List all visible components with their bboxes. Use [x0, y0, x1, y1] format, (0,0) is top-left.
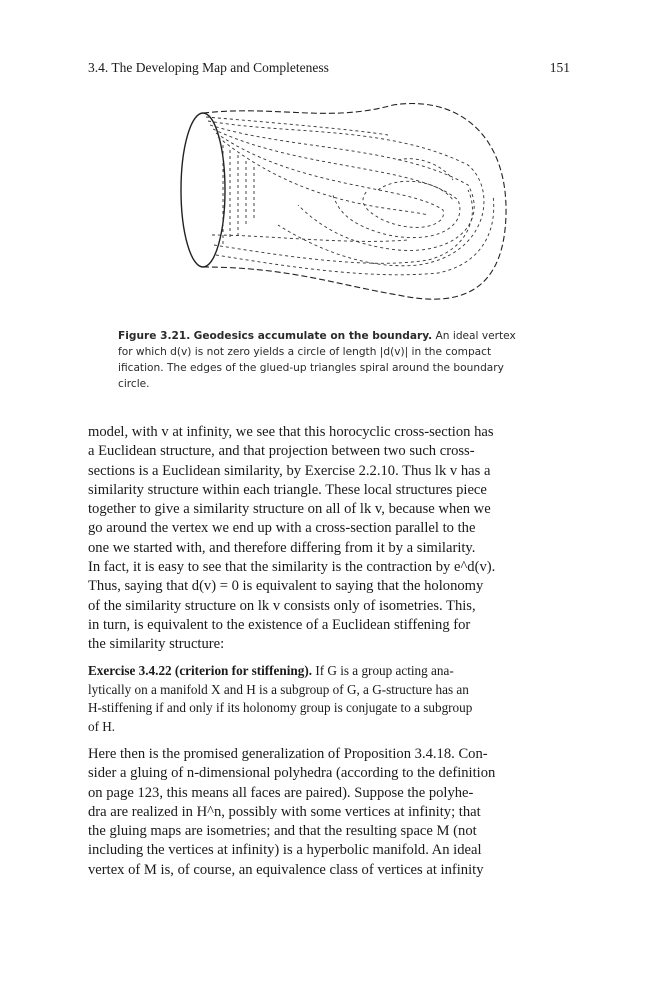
text-line: a Euclidean structure, and that projection between two such cross- — [88, 443, 475, 460]
caption-title: Geodesics accumulate on the boundary. — [193, 330, 433, 342]
figure-3-21 — [168, 95, 520, 313]
text-line: including the vertices at infinity) is a hyperbolic manifold. An ideal — [88, 842, 482, 859]
text-line: the gluing maps are isometries; and that the resulting space M (not — [88, 823, 477, 840]
exercise-heading: Exercise 3.4.22 (criterion for stiffening). — [88, 663, 313, 678]
text-line: Thus, saying that d(v) = 0 is equivalent to saying that the holonomy — [88, 578, 484, 595]
boundary-circle — [181, 113, 225, 267]
caption-line: ification. The edges of the glued-up triangles spiral around the boundary — [118, 362, 504, 374]
text-line: model, with v at infinity, we see that this horocyclic cross-section has — [88, 424, 494, 440]
text-line: go around the vertex we end up with a cross-section parallel to the — [88, 520, 476, 537]
text-line: dra are realized in H^n, possibly with some vertices at infinity; that — [88, 803, 481, 820]
text-line: In fact, it is easy to see that the similarity is the contraction by e^d(v). — [88, 559, 496, 576]
caption-line: for which d(v) is not zero yields a circle of length |d(v)| in the compact — [118, 346, 492, 358]
caption-line: circle. — [118, 378, 150, 390]
caption-line: An ideal vertex — [435, 330, 516, 342]
caption-label: Figure 3.21. — [118, 330, 191, 342]
text-line: sections is a Euclidean similarity, by Exercise 2.2.10. Thus lk v has a — [88, 462, 491, 479]
exercise-line: If G is a group acting ana- — [315, 663, 454, 678]
exercise-line: lytically on a manifold X and H is a subgroup of G, a G-structure has an — [88, 681, 469, 697]
text-line: Here then is the promised generalization of Proposition 3.4.18. Con- — [88, 746, 488, 762]
running-head — [88, 60, 570, 78]
text-line: in turn, is equivalent to the existence of a Euclidean stiffening for — [88, 616, 471, 633]
text-line: vertex of M is, of course, an equivalence class of vertices at infinity — [88, 861, 484, 878]
text-line: sider a gluing of n-dimensional polyhedra (according to the definition — [88, 765, 496, 782]
spiral-boundary-illustration — [168, 95, 520, 313]
text-line: together to give a similarity structure on all of lk v, because when we — [88, 501, 491, 518]
section-title: 3.4. The Developing Map and Completeness — [88, 60, 329, 75]
figure-caption — [118, 328, 558, 392]
page-number: 151 — [549, 60, 570, 75]
paragraph-generalization — [88, 745, 570, 880]
text-line: of the similarity structure on lk v consists only of isometries. This, — [88, 597, 476, 614]
paragraph-model — [88, 423, 570, 655]
exercise-3-4-22 — [88, 662, 570, 736]
text-line: one we started with, and therefore differing from it by a similarity. — [88, 539, 476, 556]
exercise-line: H-stiffening if and only if its holonomy group is conjugate to a subgroup — [88, 700, 473, 716]
text-line: on page 123, this means all faces are paired). Suppose the polyhe- — [88, 784, 474, 801]
exercise-line: of H. — [88, 718, 116, 734]
text-line: the similarity structure: — [88, 636, 225, 653]
text-line: similarity structure within each triangle. These local structures piece — [88, 481, 487, 498]
